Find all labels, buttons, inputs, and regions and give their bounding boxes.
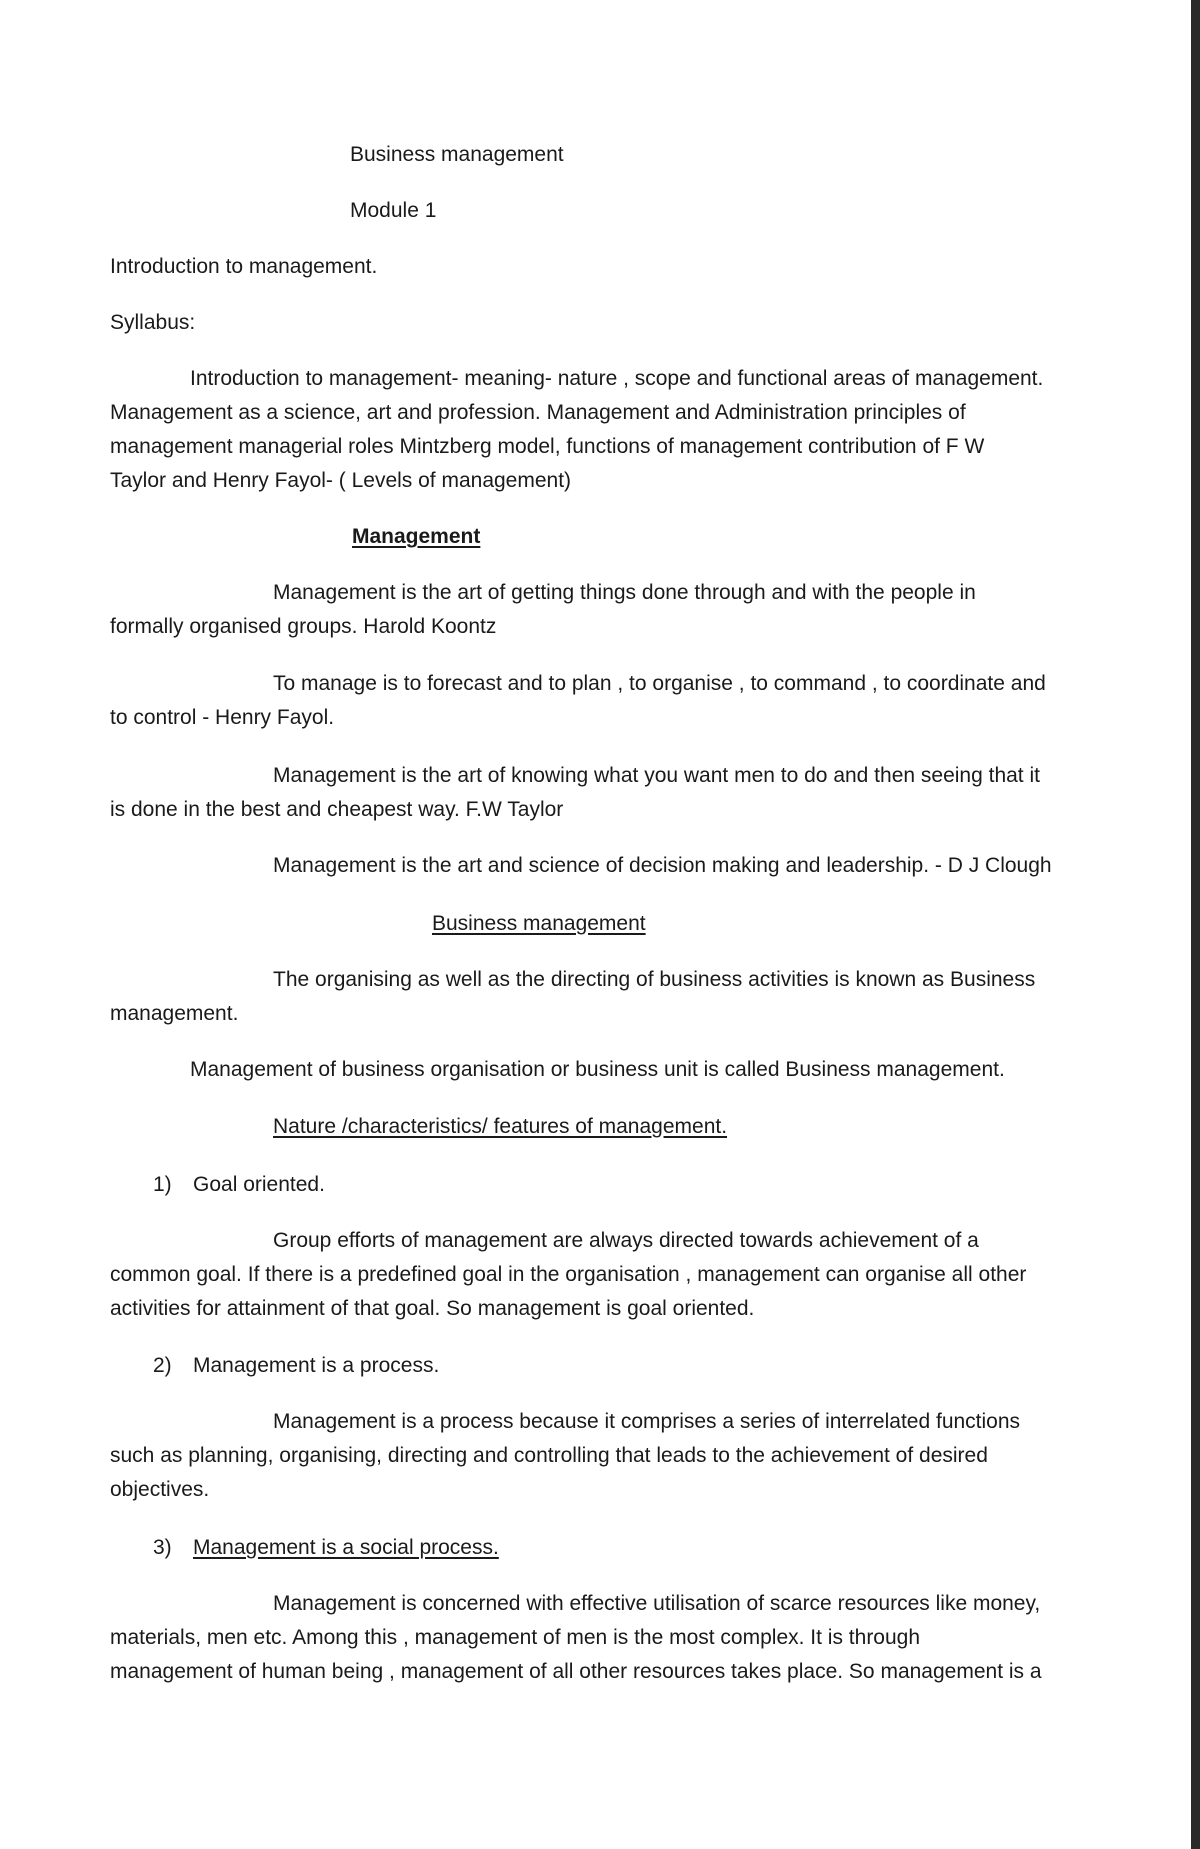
list-item-body-line: activities for attainment of that goal. So management is goal oriented.	[110, 1297, 755, 1320]
module-label: Module 1	[350, 199, 437, 222]
definition-line: Management is the art of getting things done through and with the people in	[273, 581, 976, 604]
document-title: Business management	[350, 143, 564, 166]
list-item-body-line: objectives.	[110, 1478, 210, 1501]
business-definition-line: management.	[110, 1002, 239, 1025]
list-item-title: Goal oriented.	[193, 1173, 325, 1196]
list-item-number: 3)	[153, 1536, 172, 1559]
definition-line: to control - Henry Fayol.	[110, 706, 335, 729]
definition-line: formally organised groups. Harold Koontz	[110, 615, 497, 638]
syllabus-line: Management as a science, art and profession. Management and Administration principles of	[110, 401, 966, 424]
list-item-body-line: common goal. If there is a predefined goal in the organisation , management can organise all other	[110, 1263, 1027, 1286]
list-item-body-line: such as planning, organising, directing and controlling that leads to the achievement of desired	[110, 1444, 988, 1467]
syllabus-label: Syllabus:	[110, 311, 196, 334]
list-item-body-line: management of human being , management of all other resources takes place. So management is a	[110, 1660, 1042, 1683]
syllabus-line: Introduction to management- meaning- nature , scope and functional areas of management.	[190, 367, 1044, 390]
list-item-title: Management is a process.	[193, 1354, 440, 1377]
definition-line: Management is the art of knowing what you want men to do and then seeing that it	[273, 764, 1040, 787]
list-item-number: 2)	[153, 1354, 172, 1377]
list-item-body-line: materials, men etc. Among this , management of men is the most complex. It is through	[110, 1626, 921, 1649]
page-edge-border	[1191, 0, 1200, 1849]
intro-heading: Introduction to management.	[110, 255, 378, 278]
list-item-body-line: Group efforts of management are always directed towards achievement of a	[273, 1229, 979, 1252]
list-item-body-line: Management is concerned with effective utilisation of scarce resources like money,	[273, 1592, 1041, 1615]
list-item-title: Management is a social process.	[193, 1536, 499, 1559]
list-item-number: 1)	[153, 1173, 172, 1196]
definition-line: is done in the best and cheapest way. F.W Taylor	[110, 798, 564, 821]
syllabus-line: Taylor and Henry Fayol- ( Levels of management)	[110, 469, 572, 492]
business-definition-line: Management of business organisation or business unit is called Business management.	[190, 1058, 1005, 1081]
nature-heading: Nature /characteristics/ features of management.	[273, 1115, 728, 1138]
list-item-body-line: Management is a process because it comprises a series of interrelated functions	[273, 1410, 1021, 1433]
business-management-heading: Business management	[432, 912, 646, 935]
definition-line: Management is the art and science of decision making and leadership. - D J Clough	[273, 854, 1052, 877]
syllabus-line: management managerial roles Mintzberg model, functions of management contribution of F W	[110, 435, 985, 458]
management-heading: Management	[352, 525, 481, 548]
business-definition-line: The organising as well as the directing of business activities is known as Business	[273, 968, 1036, 991]
definition-line: To manage is to forecast and to plan , to organise , to command , to coordinate and	[273, 672, 1046, 695]
